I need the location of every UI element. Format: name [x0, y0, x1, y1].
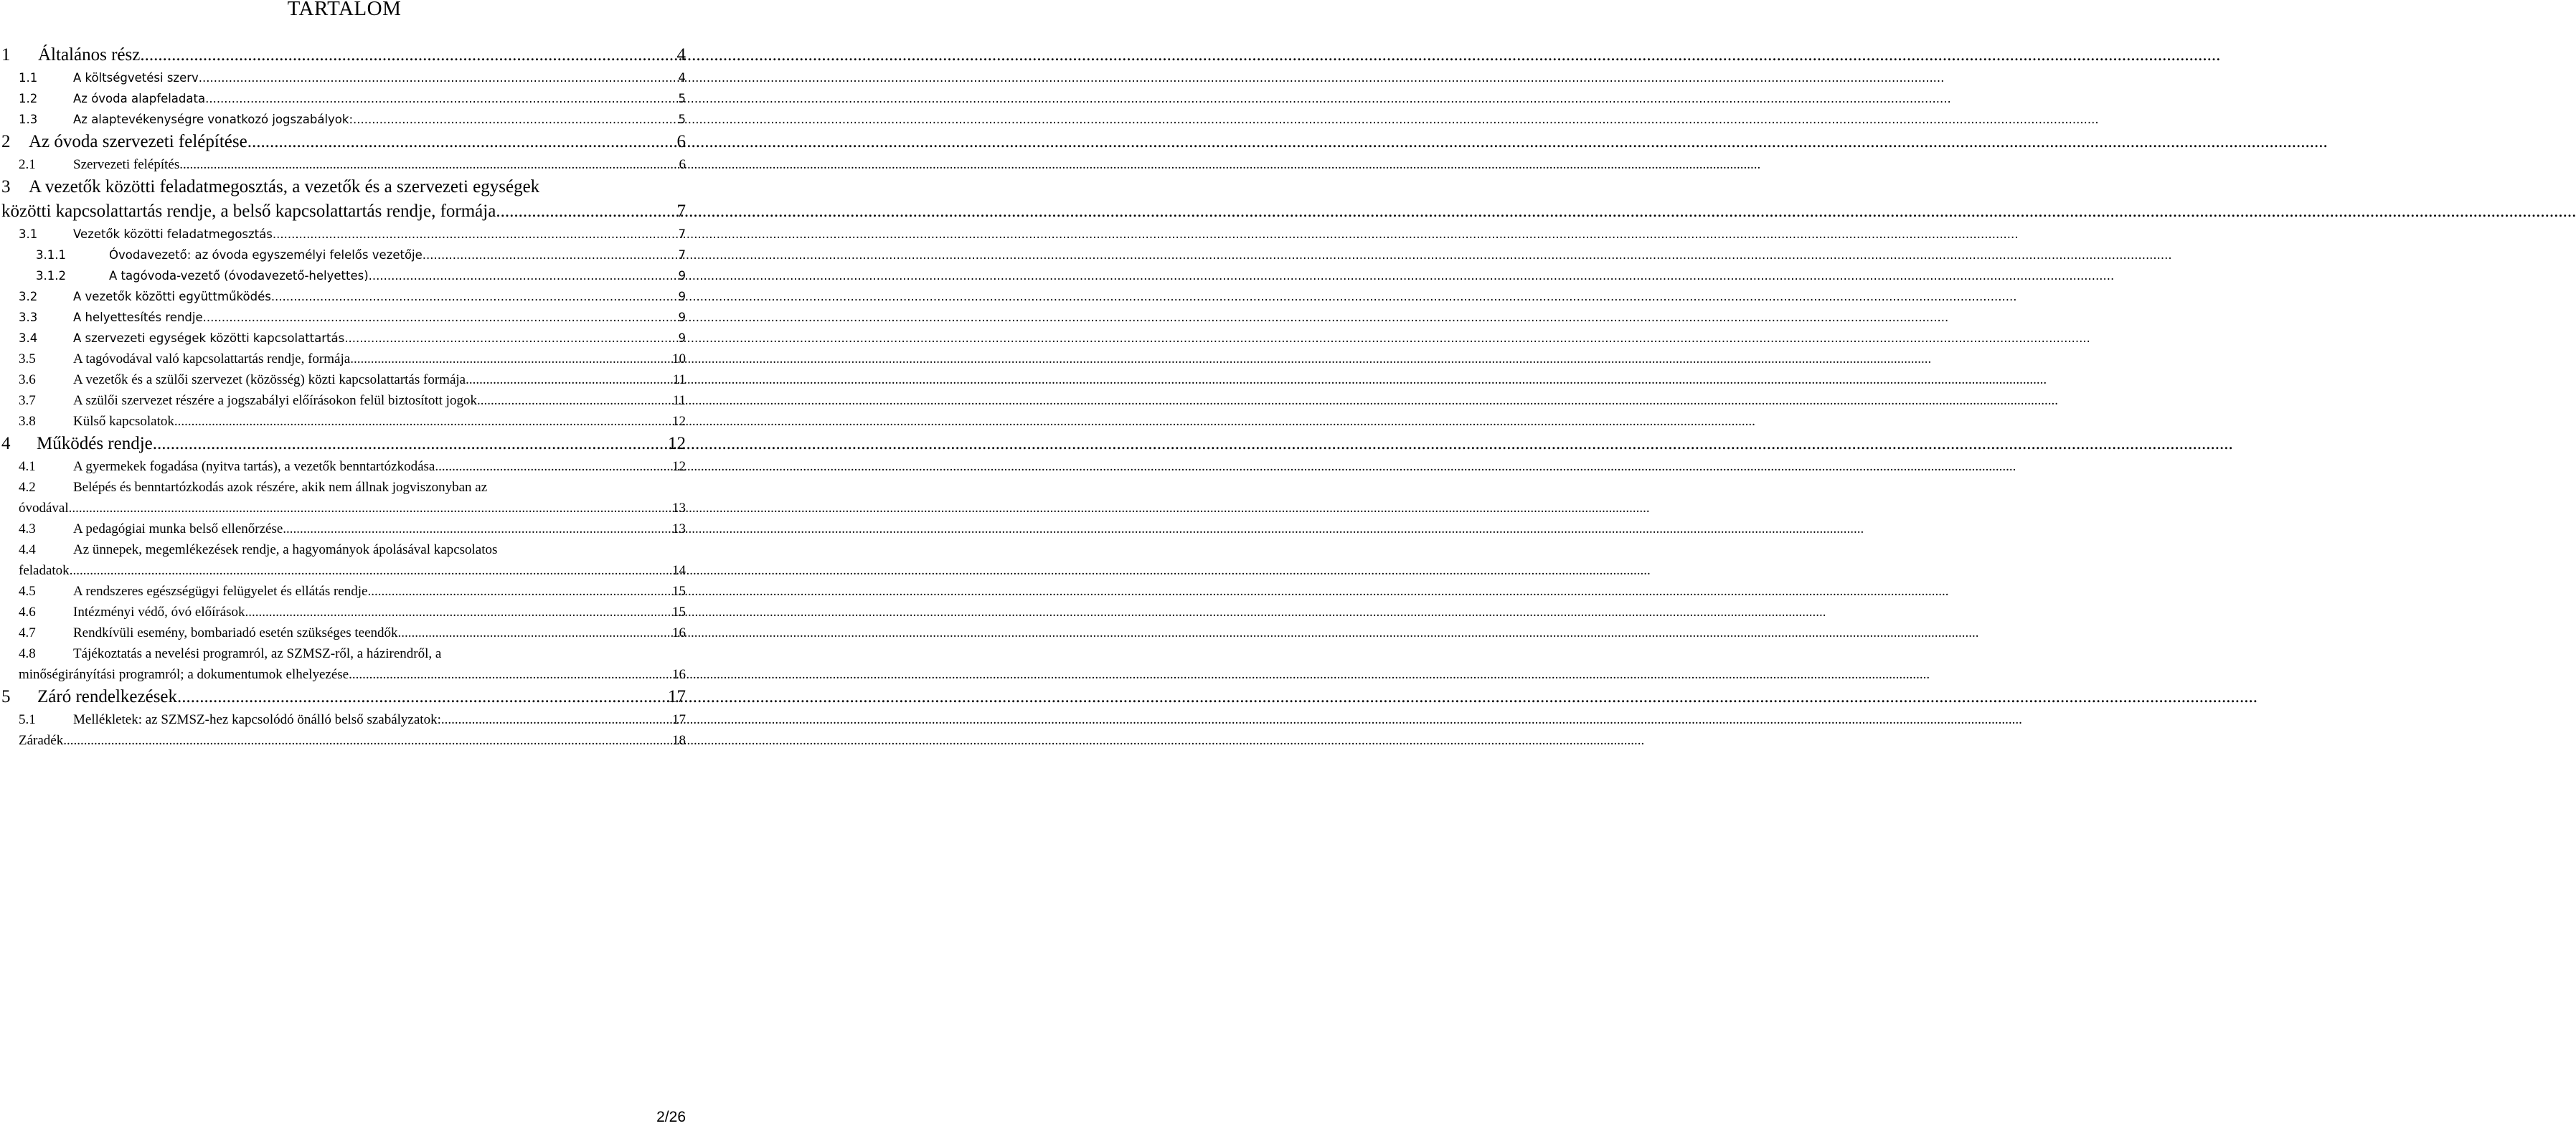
toc-entry-title: A tagóvodával való kapcsolattartás rendje, formája	[73, 351, 351, 366]
toc-entry-page: 15	[672, 605, 686, 620]
toc-leader-dots	[367, 581, 671, 602]
toc-entry-title: Záradék	[19, 733, 64, 748]
toc-leader-dots	[153, 432, 666, 456]
toc-entry-page: 15	[672, 584, 686, 599]
toc-entry-title: A vezetők és a szülői szervezet (közösség) közti kapcsolattartás formája	[73, 372, 466, 387]
toc-leader-dots	[174, 411, 671, 432]
toc-leader-dots	[245, 602, 671, 623]
toc-entry[interactable]	[0, 369, 689, 390]
toc-entry-title: Működés rendje	[37, 434, 153, 453]
toc-leader-dots	[70, 560, 671, 581]
toc-entry-title: A szülői szervezet részére a jogszabályi előírásokon felül biztosított jogok	[73, 393, 477, 408]
toc-entry-number: 1.1	[19, 71, 38, 85]
toc-entry[interactable]	[0, 411, 689, 432]
toc-entry-page: 12	[668, 434, 686, 453]
toc-entry-page: 9	[678, 290, 686, 303]
toc-entry-page: 5	[678, 113, 686, 126]
toc-entry-page: 9	[678, 331, 686, 345]
toc-entry-title: A helyettesítés rendje	[73, 311, 203, 324]
toc-entry-title: A szervezeti egységek közötti kapcsolattartás	[73, 331, 345, 345]
toc-entry-title-continued: közötti kapcsolattartás rendje, a belső kapcsolattartás rendje, formája	[1, 202, 496, 221]
toc-entry[interactable]	[0, 456, 689, 477]
toc-entry-page: 7	[678, 227, 686, 241]
toc-entry[interactable]	[0, 519, 689, 539]
toc-entry[interactable]	[0, 43, 689, 67]
toc-leader-dots	[140, 43, 675, 67]
toc-leader-dots	[353, 109, 676, 130]
toc-entry-title: A vezetők közötti együttműködés	[73, 290, 271, 303]
toc-leader-dots	[177, 685, 666, 709]
toc-entry-page: 13	[672, 521, 686, 536]
toc-entry-page: 12	[672, 459, 686, 474]
toc-entry[interactable]	[0, 623, 689, 643]
toc-entry-number: 4.7	[19, 625, 36, 640]
toc-entry[interactable]	[0, 730, 689, 751]
toc-entry-title: A tagóvoda-vezető (óvodavezető-helyettes)	[109, 269, 369, 283]
toc-leader-dots	[398, 623, 671, 643]
toc-entry[interactable]	[0, 307, 689, 328]
toc-entry-title: Külső kapcsolatok	[73, 414, 174, 429]
toc-entry-number: 4.2	[19, 480, 36, 495]
toc-entry-page: 16	[672, 625, 686, 640]
toc-entry-page: 14	[672, 563, 686, 578]
toc-entry-number: 4.8	[19, 646, 36, 661]
toc-leader-dots	[63, 730, 671, 751]
toc-leader-dots	[69, 498, 671, 519]
toc-entry[interactable]	[0, 685, 689, 709]
toc-leader-dots	[477, 390, 671, 411]
toc-entry-page: 7	[678, 248, 686, 262]
toc-entry-title: Rendkívüli esemény, bombariadó esetén szükséges teendők	[73, 625, 398, 640]
toc-entry-page: 18	[672, 733, 686, 748]
toc-entry[interactable]	[0, 328, 689, 349]
toc-leader-dots	[203, 307, 677, 328]
toc-entry-number: 3.2	[19, 290, 38, 303]
toc-leader-dots	[247, 130, 676, 154]
toc-entry-number: 3.7	[19, 393, 36, 408]
toc-entry-number: 5.1	[19, 712, 36, 727]
toc-entry-number: 4.6	[19, 605, 36, 620]
toc-entry-number: 3.6	[19, 372, 36, 387]
toc-entry[interactable]	[0, 539, 689, 581]
toc-entry-number: 3.8	[19, 414, 36, 429]
toc-leader-dots	[441, 709, 671, 730]
toc-entry-title: A gyermekek fogadása (nyitva tartás), a vezetők benntartózkodása	[73, 459, 435, 474]
toc-leader-dots	[273, 224, 677, 245]
page-indicator: 2/26	[656, 1109, 686, 1125]
toc-entry[interactable]	[0, 109, 689, 130]
toc-entry-page: 13	[672, 501, 686, 516]
toc-entry-page: 4	[676, 45, 686, 65]
toc-entry-title: Az óvoda szervezeti felépítése	[29, 132, 247, 151]
toc-entry-page: 11	[672, 372, 686, 387]
toc-entry-number: 3.3	[19, 311, 38, 324]
toc-entry[interactable]	[0, 432, 689, 456]
toc-entry-page: 4	[678, 71, 686, 85]
toc-entry-number: 3.5	[19, 351, 36, 366]
toc-entry[interactable]	[0, 130, 689, 154]
toc-entry-title: Az ünnepek, megemlékezések rendje, a hagyományok ápolásával kapcsolatos	[73, 542, 498, 557]
toc-entry[interactable]	[0, 349, 689, 369]
toc-entry-page: 10	[672, 351, 686, 366]
toc-entry-page: 11	[672, 393, 686, 408]
toc-entry[interactable]	[0, 709, 689, 730]
toc-entry-title: A rendszeres egészségügyi felügyelet és ellátás rendje	[73, 584, 368, 599]
toc-entry-title-continued: minőségirányítási programról; a dokumentumok elhelyezése	[19, 667, 349, 682]
toc-leader-dots	[283, 519, 671, 539]
toc-entry[interactable]	[0, 88, 689, 109]
toc-entry-title: Intézményi védő, óvó előírások	[73, 605, 245, 620]
toc-entry[interactable]	[0, 224, 689, 245]
toc-entry[interactable]	[0, 175, 689, 224]
toc-leader-dots	[349, 664, 671, 685]
toc-entry-page: 16	[672, 667, 686, 682]
toc-entry-page: 17	[672, 712, 686, 727]
document-page	[0, 0, 689, 1126]
toc-entry-number: 2.1	[19, 157, 36, 172]
toc-entry-page: 17	[668, 687, 686, 706]
toc-entry-title: Mellékletek: az SZMSZ-hez kapcsolódó önálló belső szabályzatok:	[73, 712, 441, 727]
toc-leader-dots	[344, 328, 676, 349]
toc-entry-title: Az alaptevékenységre vonatkozó jogszabályok:	[73, 113, 354, 126]
toc-entry[interactable]	[0, 602, 689, 623]
toc-entry[interactable]	[0, 286, 689, 307]
toc-entry[interactable]	[0, 581, 689, 602]
toc-entry-number: 3.1.1	[36, 248, 66, 262]
toc-entry-page: 9	[678, 269, 686, 283]
toc-entry-title-continued: óvodával	[19, 501, 69, 516]
toc-entry-page: 7	[676, 202, 686, 221]
toc-entry[interactable]	[0, 154, 689, 175]
toc-leader-dots	[426, 245, 676, 265]
toc-entry-page: 6	[679, 157, 686, 172]
toc-entry-page: 6	[676, 132, 686, 151]
toc-leader-dots	[466, 369, 671, 390]
toc-entry-title: Szervezeti felépítés	[73, 157, 180, 172]
table-of-contents	[0, 43, 689, 751]
toc-entry-number: 5	[1, 687, 11, 706]
toc-entry-title: Általános rész	[38, 45, 141, 65]
toc-entry-number: 4.4	[19, 542, 36, 557]
toc-entry[interactable]	[0, 643, 689, 685]
toc-leader-dots	[271, 286, 677, 307]
toc-entry-number: 4	[1, 434, 11, 453]
toc-entry-number: 1.3	[19, 113, 38, 126]
toc-entry-number: 3.1	[19, 227, 38, 241]
toc-entry-number: 1	[1, 45, 11, 65]
toc-entry-number: 3.4	[19, 331, 38, 345]
toc-leader-dots	[205, 88, 676, 109]
toc-leader-dots	[369, 265, 677, 286]
toc-entry-page: 12	[672, 414, 686, 429]
toc-entry[interactable]	[0, 245, 689, 265]
toc-entry[interactable]	[0, 390, 689, 411]
toc-entry[interactable]	[0, 477, 689, 519]
toc-entry-number: 4.1	[19, 459, 36, 474]
toc-leader-dots	[496, 199, 675, 224]
toc-entry-title: A költségvetési szerv	[73, 71, 199, 85]
toc-entry-number: 1.2	[19, 92, 38, 105]
toc-entry-title: A pedagógiai munka belső ellenőrzése	[73, 521, 283, 536]
toc-leader-dots	[199, 67, 677, 88]
toc-entry[interactable]	[0, 67, 689, 88]
toc-entry-page: 5	[678, 92, 686, 105]
toc-entry-title: Óvodavezető: az óvoda egyszemélyi felelős vezetője.	[109, 248, 427, 262]
toc-leader-dots	[179, 154, 677, 175]
toc-leader-dots	[350, 349, 671, 369]
toc-entry-title: A vezetők közötti feladatmegosztás, a vezetők és a szervezeti egységek	[29, 177, 540, 197]
toc-entry[interactable]	[0, 265, 689, 286]
toc-entry-number: 4.3	[19, 521, 36, 536]
toc-entry-title: Tájékoztatás a nevelési programról, az SZMSZ-ről, a házirendről, a	[73, 646, 442, 661]
toc-entry-title: Az óvoda alapfeladata	[73, 92, 206, 105]
toc-title: TARTALOM	[287, 0, 402, 20]
toc-entry-page: 9	[678, 311, 686, 324]
toc-entry-number: 2	[1, 132, 11, 151]
toc-entry-title: Vezetők közötti feladatmegosztás	[73, 227, 273, 241]
toc-entry-title: Záró rendelkezések	[37, 687, 178, 706]
toc-entry-title: Belépés és benntartózkodás azok részére, akik nem állnak jogviszonyban az	[73, 480, 488, 495]
toc-entry-number: 3.1.2	[36, 269, 66, 283]
toc-entry-title-continued: feladatok	[19, 563, 70, 578]
toc-entry-number: 3	[1, 177, 11, 197]
toc-entry-number: 4.5	[19, 584, 36, 599]
toc-leader-dots	[435, 456, 671, 477]
